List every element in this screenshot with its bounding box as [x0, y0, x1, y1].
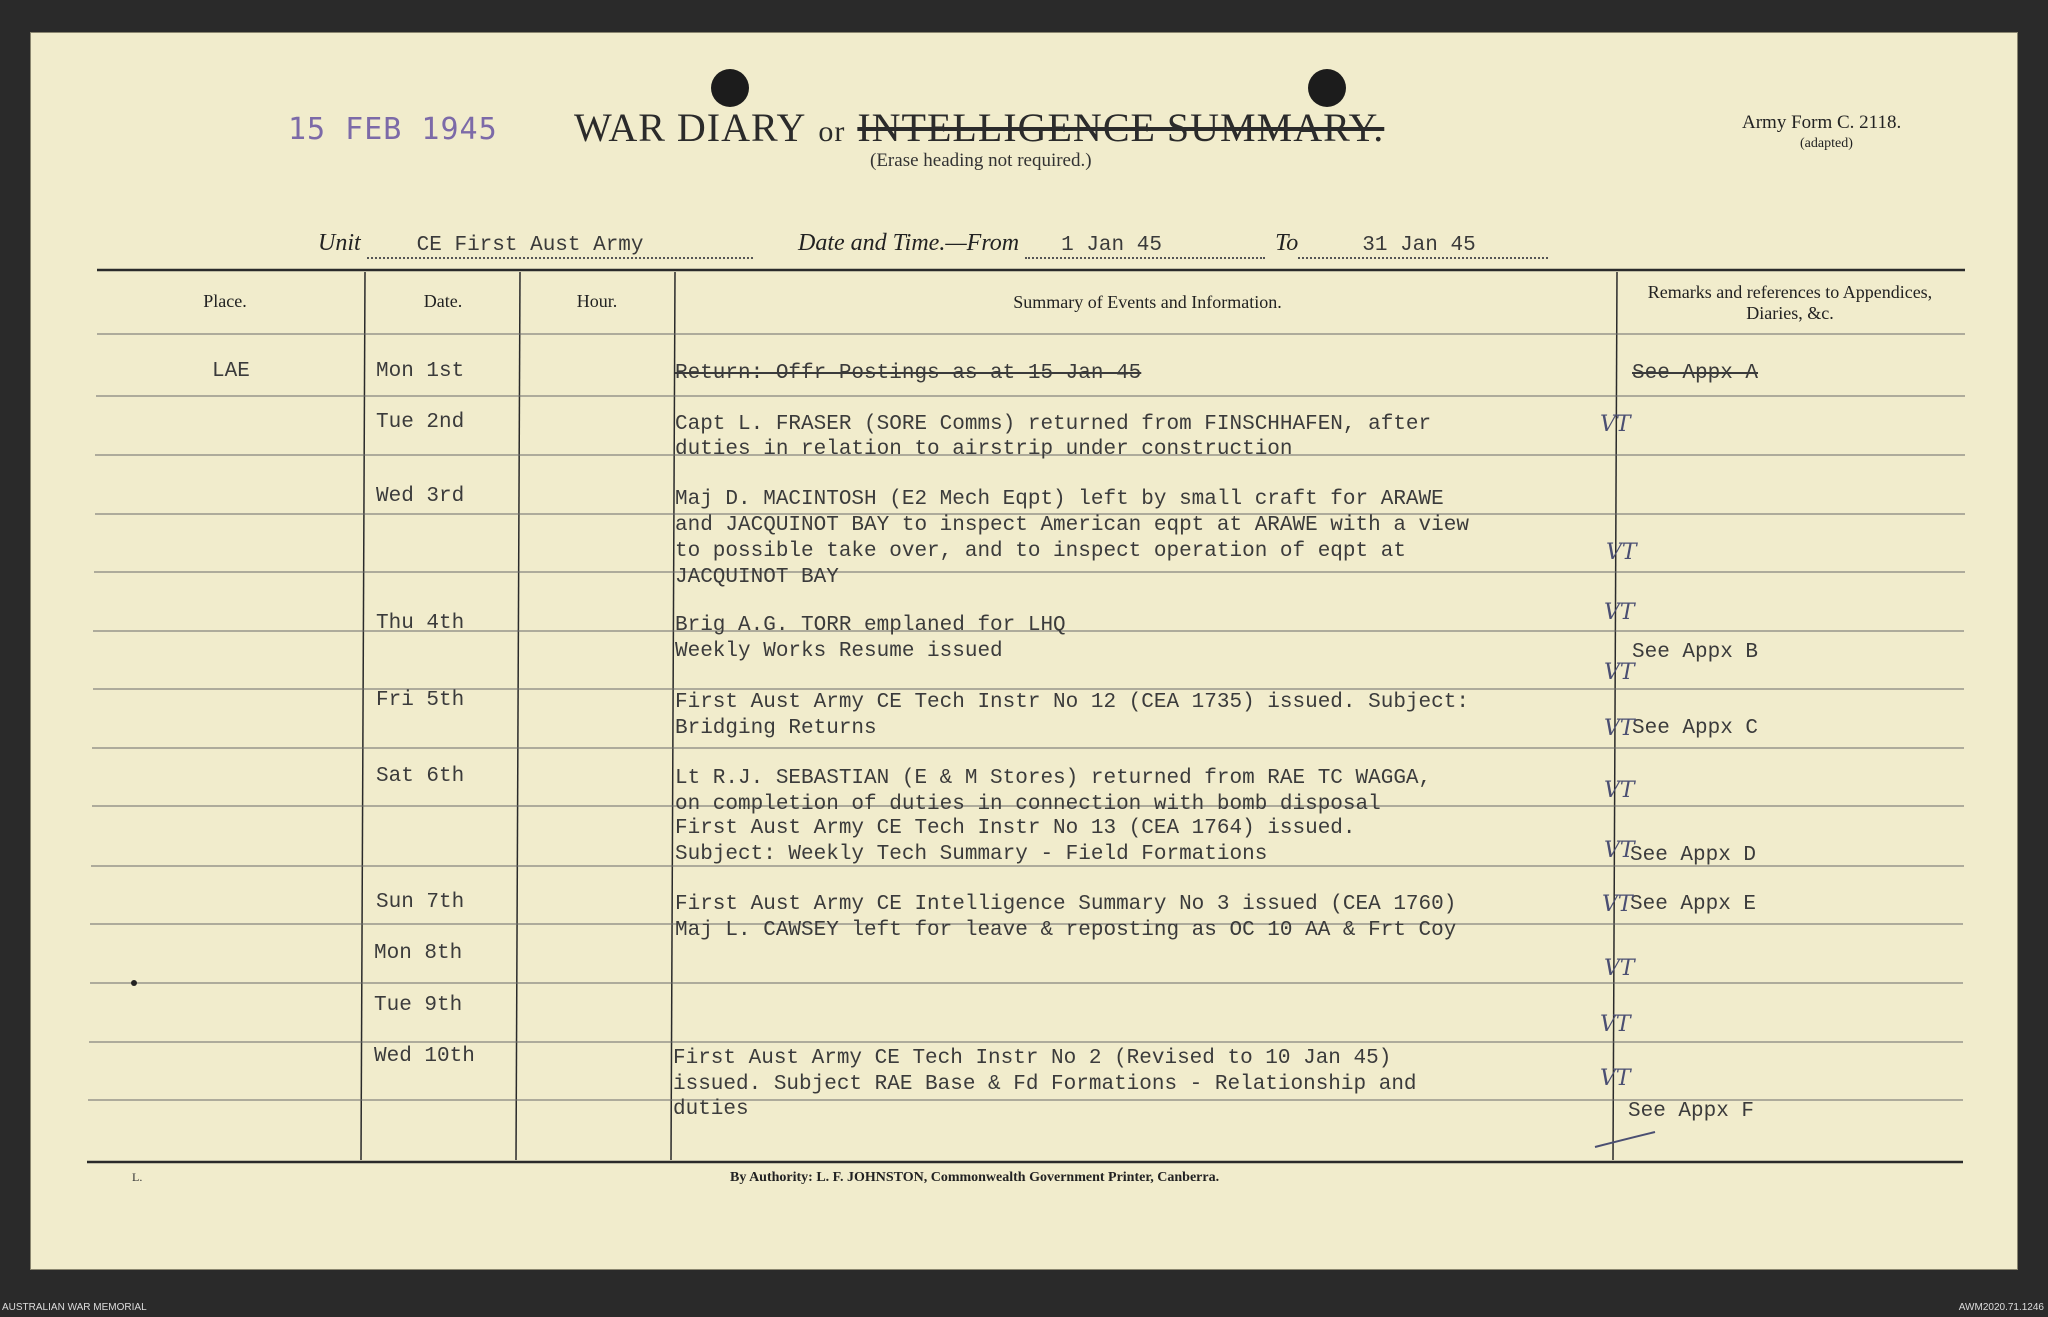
- unit-label: Unit: [318, 230, 361, 256]
- title-struck: INTELLIGENCE SUMMARY.: [857, 105, 1385, 150]
- entry-summary-line: First Aust Army CE Tech Instr No 12 (CEA 1735) issued. Subject:: [675, 691, 1469, 714]
- initials-mark: VT: [1602, 892, 1633, 917]
- entry-date: Thu 4th: [376, 612, 465, 635]
- initials-mark: VT: [1604, 600, 1635, 625]
- entry-remark: See Appx D: [1630, 844, 1757, 867]
- entry-summary-line: JACQUINOT BAY: [675, 566, 839, 589]
- entry-summary-line: Maj L. CAWSEY left for leave & reposting as OC 10 AA & Frt Coy: [675, 919, 1457, 942]
- entry-summary-line: First Aust Army CE Tech Instr No 13 (CEA 1764) issued.: [675, 817, 1356, 840]
- initials-mark: VT: [1604, 956, 1635, 981]
- col-hour-header: Hour.: [576, 291, 618, 311]
- initials-mark: VT: [1600, 1012, 1631, 1037]
- col-date-header: Date.: [423, 291, 463, 311]
- entry-date: Tue 9th: [374, 994, 463, 1017]
- entry-date: Sun 7th: [376, 891, 465, 914]
- entry-date: Tue 2nd: [376, 411, 465, 434]
- entry-summary-line: to possible take over, and to inspect operation of eqpt at: [675, 540, 1406, 563]
- received-date-stamp: 15 FEB 1945: [288, 112, 498, 147]
- title-main: WAR DIARY: [574, 105, 807, 150]
- entry-summary-line: and JACQUINOT BAY to inspect American eqpt at ARAWE with a view: [675, 514, 1469, 537]
- entry-date: Mon 1st: [376, 360, 465, 383]
- entry-summary-line: Brig A.G. TORR emplaned for LHQ: [675, 614, 1066, 637]
- entry-summary-line: Return: Offr Postings as at 15 Jan 45: [675, 362, 1142, 385]
- initials-mark: VT: [1600, 1066, 1631, 1091]
- initials-mark: VT: [1604, 716, 1635, 741]
- initials-mark: VT: [1606, 540, 1637, 565]
- initials-mark: VT: [1604, 838, 1635, 863]
- entry-date: Mon 8th: [374, 942, 463, 965]
- entry-summary-line: First Aust Army CE Tech Instr No 2 (Revised to 10 Jan 45): [673, 1047, 1392, 1070]
- entry-date: Sat 6th: [376, 765, 465, 788]
- entry-summary-line: Maj D. MACINTOSH (E2 Mech Eqpt) left by small craft for ARAWE: [675, 488, 1444, 511]
- entry-summary-line: First Aust Army CE Intelligence Summary No 3 issued (CEA 1760): [675, 893, 1457, 916]
- col-summary-header: Summary of Events and Information.: [1013, 292, 1282, 312]
- entry-summary-line: Weekly Works Resume issued: [675, 640, 1003, 663]
- entry-place: LAE: [212, 360, 250, 383]
- entry-summary-line: issued. Subject RAE Base & Fd Formations - Relationship and: [673, 1073, 1417, 1096]
- erase-note: (Erase heading not required.): [870, 150, 1092, 171]
- entry-date: Fri 5th: [376, 689, 465, 712]
- footer-left-mark: L.: [132, 1170, 143, 1184]
- archive-credit: AUSTRALIAN WAR MEMORIAL: [2, 1302, 147, 1313]
- initials-mark: VT: [1600, 412, 1631, 437]
- from-value: 1 Jan 45: [1061, 234, 1162, 257]
- col-remarks-header: Remarks and references to Appendices, Diaries, &c.: [1647, 282, 1933, 323]
- accession-number: AWM2020.71.1246: [1958, 1302, 2044, 1313]
- entry-remark: See Appx A: [1632, 362, 1759, 385]
- title-or: or: [818, 115, 846, 148]
- army-form-number: Army Form C. 2118.: [1742, 112, 1902, 133]
- initials-mark: VT: [1604, 660, 1635, 685]
- initials-mark: VT: [1604, 778, 1635, 803]
- entry-summary-line: Lt R.J. SEBASTIAN (E & M Stores) returned from RAE TC WAGGA,: [675, 767, 1432, 790]
- col-place-header: Place.: [203, 291, 247, 311]
- date-label: Date and Time.—From: [798, 230, 1020, 256]
- entry-remark: See Appx E: [1630, 893, 1757, 916]
- entry-summary-line: duties: [673, 1098, 749, 1121]
- unit-value: CE First Aust Army: [416, 234, 644, 257]
- to-label: To: [1275, 230, 1299, 256]
- entry-remark: See Appx F: [1628, 1100, 1755, 1123]
- entry-summary-line: duties in relation to airstrip under construction: [675, 438, 1293, 461]
- entry-date: Wed 10th: [374, 1045, 475, 1068]
- printer-authority: By Authority: L. F. JOHNSTON, Commonwealth Government Printer, Canberra.: [730, 1170, 1220, 1185]
- entry-summary-line: Subject: Weekly Tech Summary - Field Formations: [675, 843, 1268, 866]
- entry-remark: See Appx B: [1632, 641, 1759, 664]
- entry-summary-line: Bridging Returns: [675, 717, 877, 740]
- entry-summary-line: on completion of duties in connection with bomb disposal: [675, 793, 1381, 816]
- entry-remark: See Appx C: [1632, 717, 1759, 740]
- to-value: 31 Jan 45: [1362, 234, 1476, 257]
- entry-summary-line: Capt L. FRASER (SORE Comms) returned from FINSCHHAFEN, after: [675, 413, 1432, 436]
- entry-date: Wed 3rd: [376, 485, 465, 508]
- army-form-note: (adapted): [1800, 136, 1853, 151]
